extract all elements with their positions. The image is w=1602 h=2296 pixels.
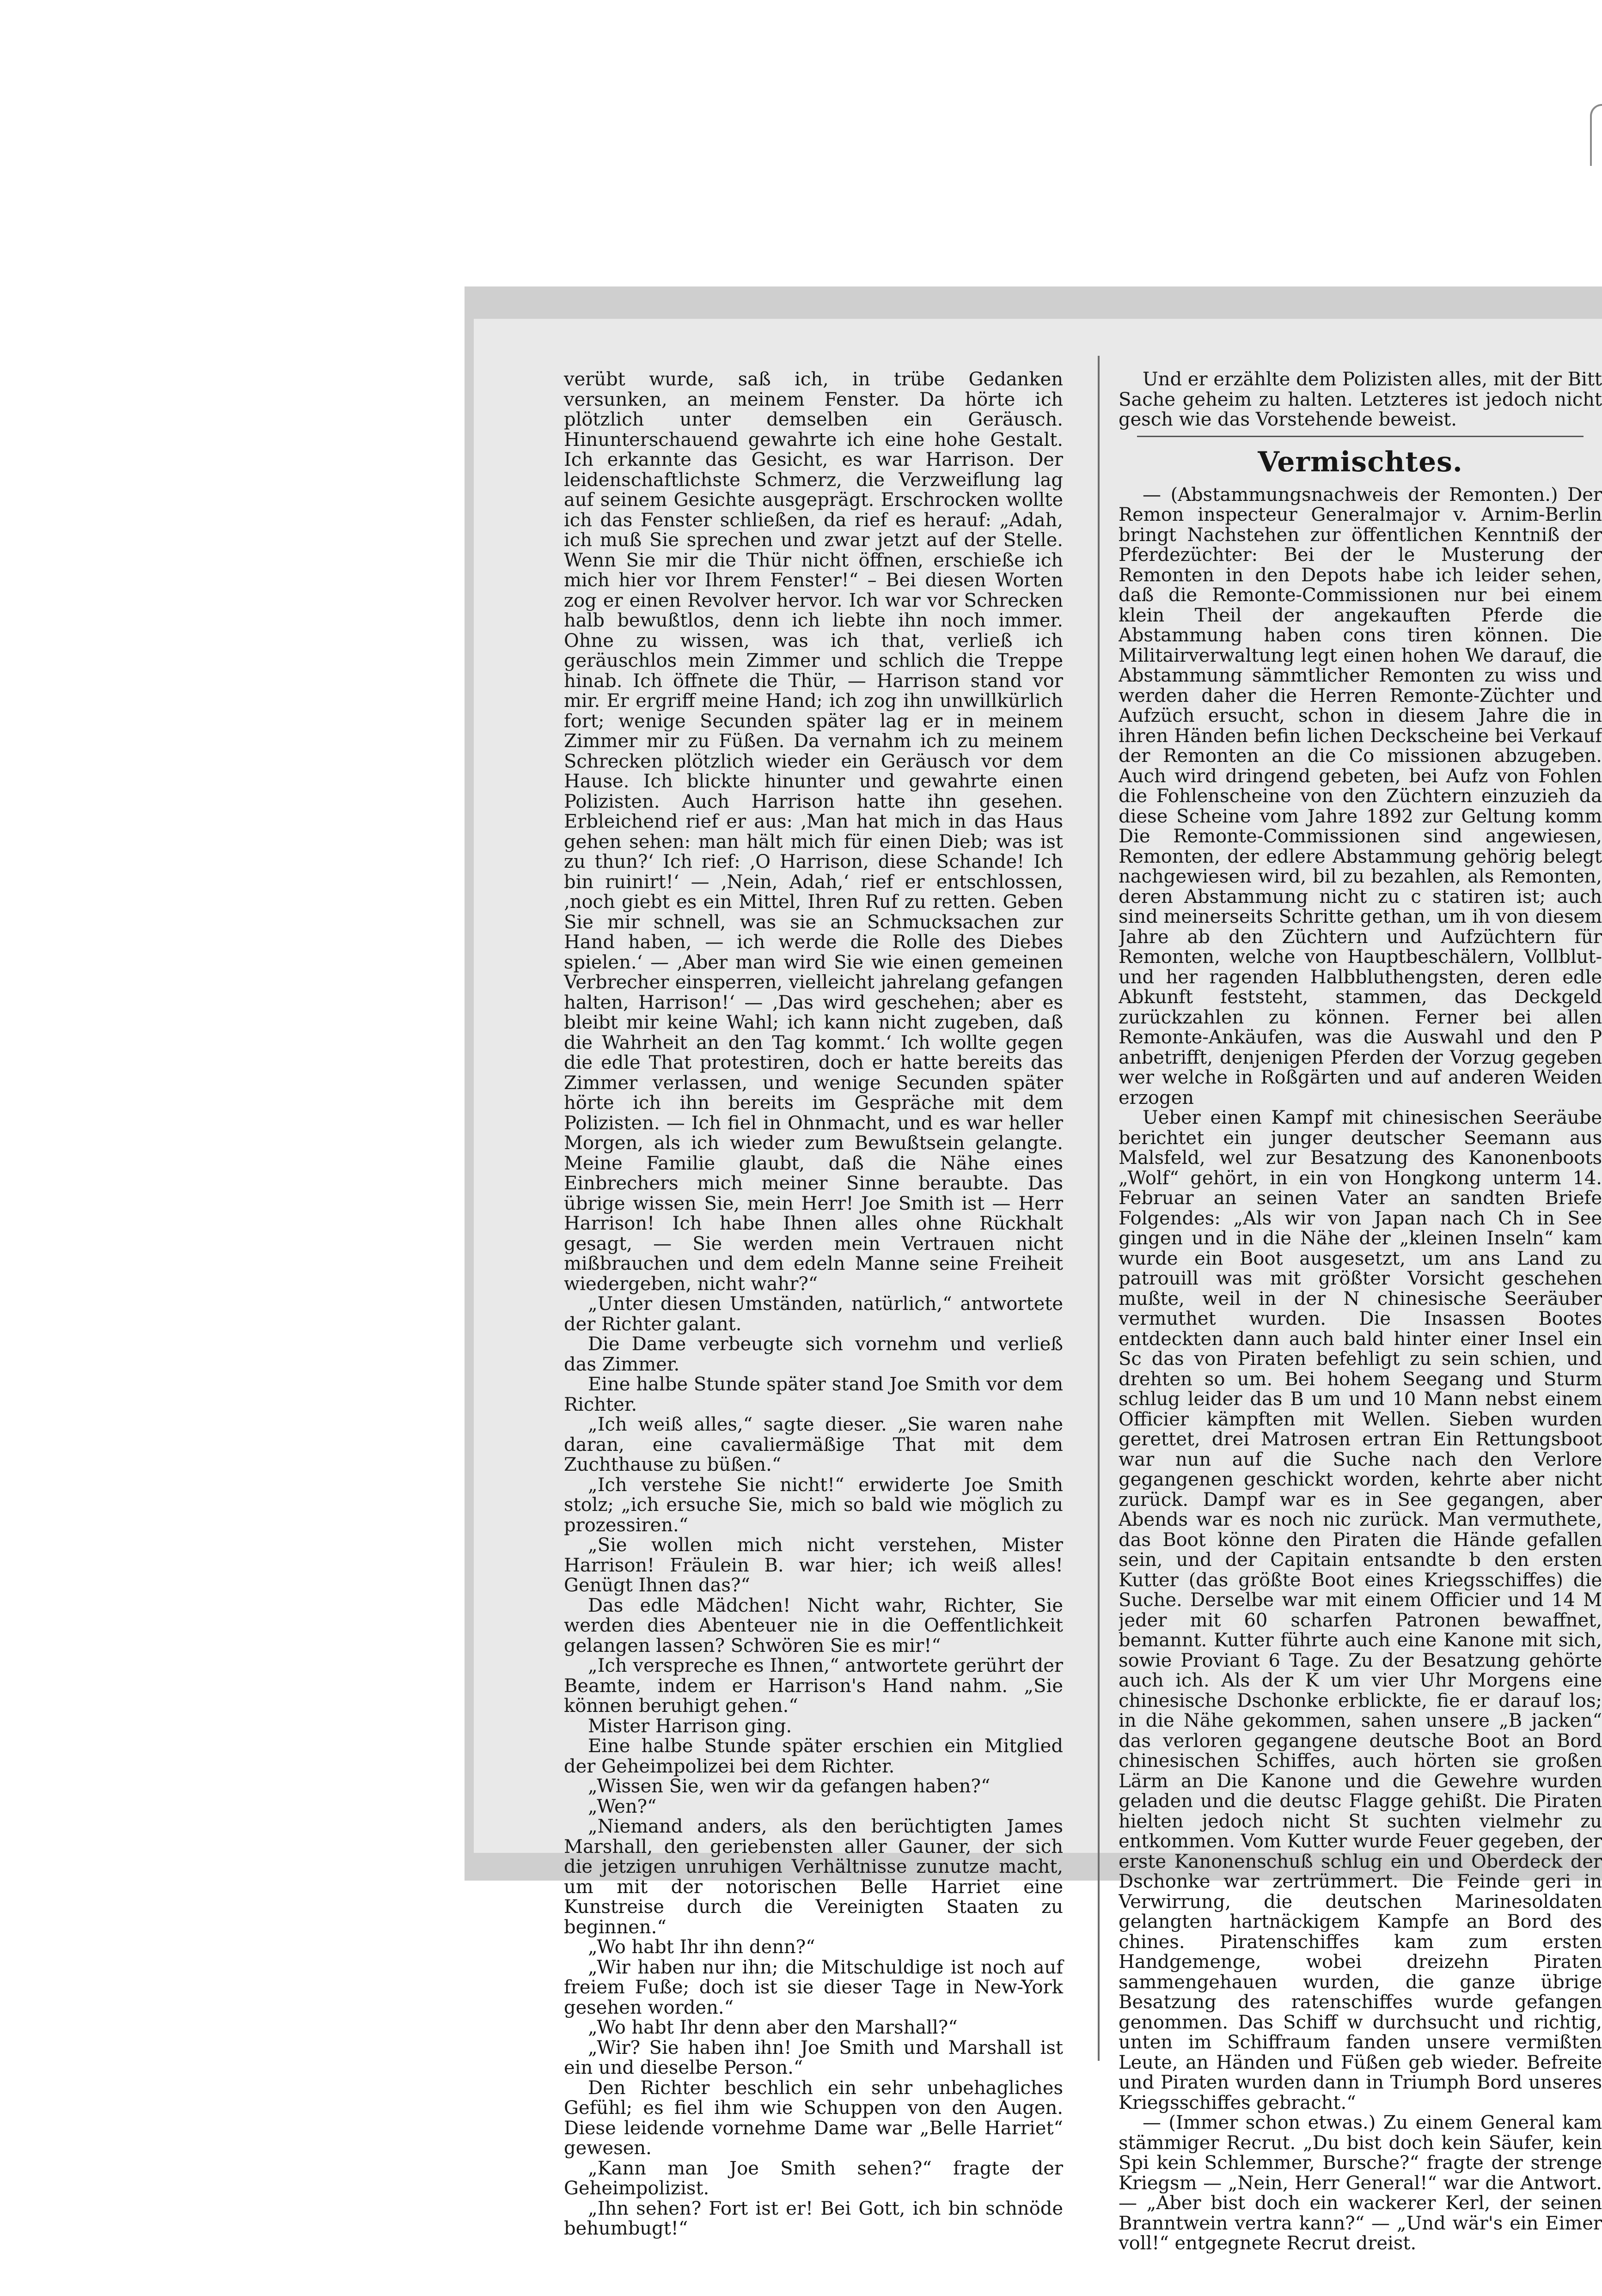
- story-paragraph: Eine halbe Stunde später erschien ein Mitglied der Geheimpolizei bei dem Richter.: [564, 1736, 1063, 1777]
- right-text-column: [1119, 370, 1602, 2254]
- story-paragraph: Eine halbe Stunde später stand Joe Smith vor dem Richter.: [564, 1374, 1063, 1415]
- story-paragraph: „Wir? Sie haben ihn! Joe Smith und Marshall ist ein und dieselbe Person.“: [564, 2037, 1063, 2078]
- story-paragraph: „Ich verspreche es Ihnen,“ antwortete gerührt der Beamte, indem er Harrison's Hand nahm. „Sie können beruhigt gehen.“: [564, 1655, 1063, 1717]
- section-heading: Vermischtes.: [1258, 445, 1463, 478]
- story-paragraph: „Wissen Sie, wen wir da gefangen haben?“: [588, 1776, 991, 1797]
- story-paragraph: „Wo habt Ihr denn aber den Marshall?“: [588, 2017, 958, 2038]
- story-paragraph: Die Dame verbeugte sich vornehm und verließ das Zimmer.: [564, 1334, 1063, 1375]
- story-paragraph: Das edle Mädchen! Nicht wahr, Richter, Sie werden dies Abenteuer nie in die Oeffentlichkeit gelangen lassen? Schwören Sie es mir!“: [564, 1595, 1063, 1657]
- story-paragraph: „Ich weiß alles,“ sagte dieser. „Sie waren nahe daran, eine cavaliermäßige That mit dem Zuchthause zu büßen.“: [564, 1414, 1063, 1475]
- news-item-paragraph: — (Abstammungsnachweis der Remonten.) Der Remon inspecteur Generalmajor v. Arnim-Berlin bringt Nachstehen zur öffentlichen Kenntniß der Pferdezüchter: Bei der le Musterung der Remonten in den Depots habe ich leider sehen, daß die Remonte-Commissionen nur bei einem klein Theil der angekauften Pferde die Abstammung haben cons tiren können. Die Militairverwaltung legt einen hohen We darauf, die Abstammung sämmtlicher Remonten zu wiss und werden daher die Herren Remonte-Züchter und Aufzüch ersucht, schon in diesem Jahre die in ihren Händen befin lichen Deckscheine bei Verkauf der Remonten an die Co missionen abzugeben. Auch wird dringend gebeten, bei Aufz von Fohlen die Fohlenscheine von den Züchtern einzuzieh da diese Scheine vom Jahre 1892 zur Geltung komm Die Remonte-Commissionen sind angewiesen, Remonten, der edlere Abstammung gehörig belegt nachgewiesen wird, bil zu bezahlen, als Remonten, deren Abstammung nicht zu c statiren ist; auch sind meinerseits Schritte gethan, um ih von diesem Jahre ab den Züchtern und Aufzüchtern für Remonten, welche von Hauptbeschälern, Vollblut- und her ragenden Halbbluthengsten, deren edle Abkunft feststeht, stammen, das Deckgeld zurückzahlen zu können. Ferner bei allen Remonte-Ankäufen, was die Auswahl und den P anbetrifft, denjenigen Pferden der Vorzug gegeben wer welche in Roßgärten und auf anderen Weiden erzogen: [1119, 484, 1602, 1108]
- story-paragraph: „Niemand anders, als den berüchtigten James Marshall, den geriebensten aller Gauner, der sich die jetzigen unruhigen Verhältnisse zunutze macht, um mit der notorischen Belle Harriet eine Kunstreise durch die Vereinigten Staaten zu beginnen.“: [564, 1816, 1063, 1938]
- story-paragraph: „Unter diesen Umständen, natürlich,“ antwortete der Richter galant.: [564, 1293, 1063, 1335]
- left-text-column: [564, 370, 1063, 2239]
- news-item-paragraph: Ueber einen Kampf mit chinesischen Seeräube berichtet ein junger deutscher Seemann aus Malsfeld, wel zur Besatzung des Kanonenboots „Wolf“ gehört, in ein von Hongkong unterm 14. Februar an seinen Vater an sandten Briefe Folgendes: „Als wir von Japan nach Ch in See gingen und in die Nähe der „kleinen Inseln“ kam wurde ein Boot ausgesetzt, um ans Land zu patrouill was mit größter Vorsicht geschehen mußte, weil in der N chinesische Seeräuber vermuthet wurden. Die Insassen Bootes entdeckten dann auch bald hinter einer Insel ein Sc das von Piraten befehligt zu sein schien, und drehten so um. Bei hohem Seegang und Sturm schlug leider das B um und 10 Mann nebst einem Officier kämpften mit Wellen. Sieben wurden gerettet, drei Matrosen ertran Ein Rettungsboot war nun auf die Suche nach den Verlore gegangenen geschickt worden, kehrte aber nicht zurück. Dampf war es in See gegangen, aber Abends war es noch nic zurück. Man vermuthete, das Boot könne den Piraten die Hände gefallen sein, und der Capitain entsandte b den ersten Kutter (das größte Boot eines Kriegsschiffes) die Suche. Derselbe war mit einem Officier und 14 M jeder mit 60 scharfen Patronen bewaffnet, bemannt. Kutter führte auch eine Kanone mit sich, sowie Proviant 6 Tage. Zu der Besatzung gehörte auch ich. Als der K um vier Uhr Morgens eine chinesische Dschonke erblickte, fie er darauf los; in die Nähe gekommen, sahen unsere „B jacken“ das verloren gegangene deutsche Boot an Bord chinesischen Schiffes, auch hörten sie großen Lärm an Die Kanone und die Gewehre wurden geladen und die deutsc Flagge gehißt. Die Piraten hielten jedoch nicht St suchten vielmehr zu entkommen. Vom Kutter wurde Feuer gegeben, der erste Kanonenschuß schlug ein und Oberdeck der Dschonke war zertrümmert. Die Feinde geri in Verwirrung, die deutschen Marinesoldaten gelangten hartnäckigem Kampfe an Bord des chines. Piratenschiffes kam zum ersten Handgemenge, wobei dreizehn Piraten sammengehauen wurden, die ganze übrige Besatzung des ratenschiffes wurde gefangen genommen. Das Schiff w durchsucht und richtig, unten im Schiffraum fanden unsere vermißten Leute, an Händen und Füßen geb wieder. Befreite und Piraten wurden dann in Triumph Bord unseres Kriegsschiffes gebracht.“: [1119, 1107, 1602, 2113]
- story-paragraph: „Kann man Joe Smith sehen?“ fragte der Geheimpolizist.: [564, 2157, 1063, 2199]
- story-paragraph: „Wen?“: [588, 1796, 657, 1817]
- news-item-paragraph: — (Immer schon etwas.) Zu einem General kam stämmiger Recrut. „Du bist doch kein Säufer, kein Spi kein Schlemmer, Bursche?“ fragte der strenge Kriegsm — „Nein, Herr General!“ war die Antwort. — „Aber bist doch ein wackerer Kerl, der seinen Branntwein vertra kann?“ — „Und wär's ein Eimer voll!“ entgegnete Recrut dreist.: [1119, 2112, 1602, 2254]
- adjacent-page-edge: [1590, 104, 1602, 166]
- story-paragraph: „Sie wollen mich nicht verstehen, Mister Harrison! Fräulein B. war hier; ich weiß alles! Genügt Ihnen das?“: [564, 1535, 1063, 1596]
- section-rule: [1137, 436, 1584, 437]
- story-paragraph: Mister Harrison ging.: [588, 1715, 792, 1737]
- column-divider: [1098, 356, 1100, 2061]
- story-paragraph: „Ihn sehen? Fort ist er! Bei Gott, ich bin schnöde behumbugt!“: [564, 2198, 1063, 2239]
- story-paragraph: „Wir haben nur ihn; die Mitschuldige ist noch auf freiem Fuße; doch ist sie dieser Tage in New-York gesehen worden.“: [564, 1956, 1063, 2018]
- story-ending-paragraph: Und er erzählte dem Polizisten alles, mit der Bitt Sache geheim zu halten. Letzteres ist jedoch nicht gesch wie das Vorstehende beweist.: [1119, 370, 1602, 430]
- story-paragraph: „Ich verstehe Sie nicht!“ erwiderte Joe Smith stolz; „ich ersuche Sie, mich so bald wie möglich zu prozessiren.“: [564, 1474, 1063, 1536]
- story-paragraph: „Wo habt Ihr ihn denn?“: [588, 1937, 815, 1958]
- story-paragraph: verübt wurde, saß ich, in trübe Gedanken versunken, an meinem Fenster. Da hörte ich plötzlich unter demselben ein Geräusch. Hinunterschauend gewahrte ich eine hohe Gestalt. Ich erkannte das Gesicht, es war Harrison. Der leidenschaftlichste Schmerz, die Verzweiflung lag auf seinem Gesichte ausgeprägt. Erschrocken wollte ich das Fenster schließen, da rief es herauf: „Adah, ich muß Sie sprechen und zwar jetzt auf der Stelle. Wenn Sie mir die Thür nicht öffnen, erschieße ich mich hier vor Ihrem Fenster!“ – Bei diesen Worten zog er einen Revolver hervor. Ich war vor Schrecken halb bewußtlos, denn ich liebte ihn noch immer. Ohne zu wissen, was ich that, verließ ich geräuschlos mein Zimmer und schlich die Treppe hinab. Ich öffnete die Thür, — Harrison stand vor mir. Er ergriff meine Hand; ich zog ihn unwillkürlich fort; wenige Secunden später lag er in meinem Zimmer mir zu Füßen. Da vernahm ich zu meinem Schrecken plötzlich wieder ein Geräusch vor dem Hause. Ich blickte hinunter und gewahrte einen Polizisten. Auch Harrison hatte ihn gesehen. Erbleichend rief er aus: ‚Man hat mich in das Haus gehen sehen: man hält mich für einen Dieb; was ist zu thun?‘ Ich rief: ‚O Harrison, diese Schande! Ich bin ruinirt!‘ — ‚Nein, Adah,‘ rief er entschlossen, ‚noch giebt es ein Mittel, Ihren Ruf zu retten. Geben Sie mir schnell, was sie an Schmucksachen zur Hand haben, — ich werde die Rolle des Diebes spielen.‘ — ‚Aber man wird Sie wie einen gemeinen Verbrecher einsperren, vielleicht jahrelang gefangen halten, Harrison!‘ — ‚Das wird geschehen; aber es bleibt mir keine Wahl; ich kann nicht zugeben, daß die Wahrheit an den Tag kommt.‘ Ich wollte gegen die edle That protestiren, doch er hatte bereits das Zimmer verlassen, und wenige Secunden später hörte ich ihn bereits im Gespräche mit dem Polizisten. — Ich fiel in Ohnmacht, und es war heller Morgen, als ich wieder zum Bewußtsein gelangte. Meine Familie glaubt, daß die Nähe eines Einbrechers mich meiner Sinne beraubte. Das übrige wissen Sie, mein Herr! Joe Smith ist — Herr Harrison! Ich habe Ihnen alles ohne Rückhalt gesagt, — Sie werden mein Vertrauen nicht mißbrauchen und dem edeln Manne seine Freiheit wiedergeben, nicht wahr?“: [564, 369, 1063, 1295]
- story-paragraph: Den Richter beschlich ein sehr unbehagliches Gefühl; es fiel ihm wie Schuppen von den Augen. Diese leidende vornehme Dame war „Belle Harriet“ gewesen.: [564, 2077, 1063, 2159]
